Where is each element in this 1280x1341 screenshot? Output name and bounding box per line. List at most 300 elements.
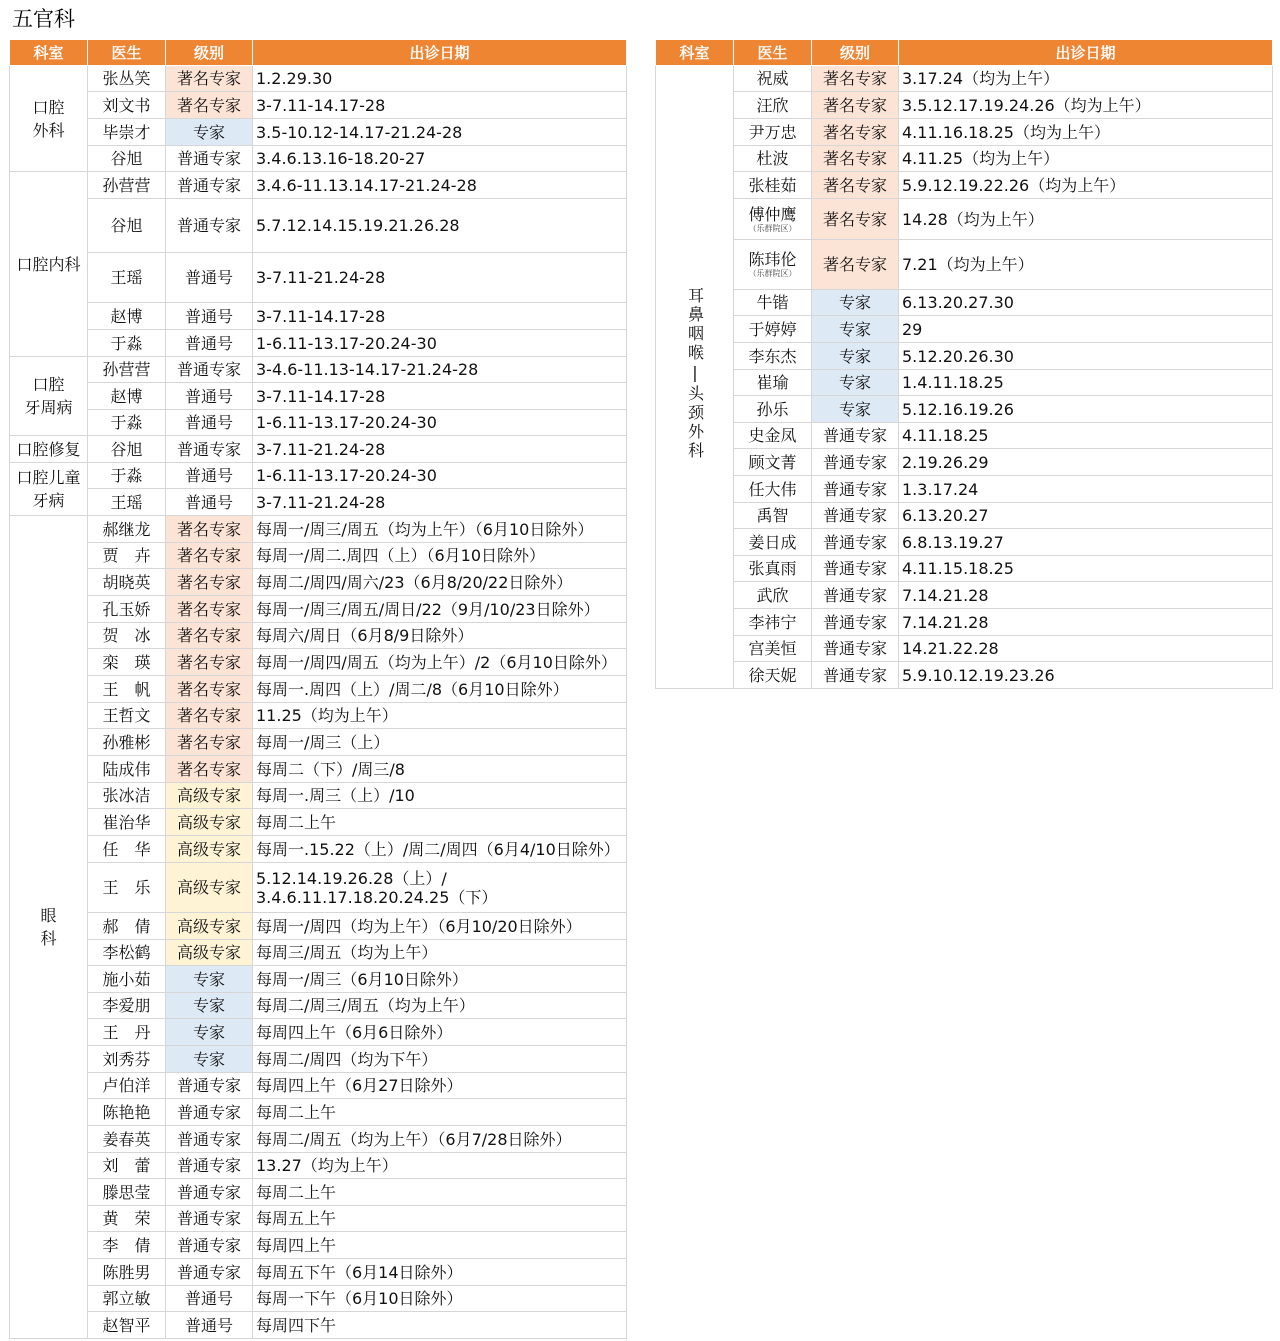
table-row <box>10 543 627 569</box>
doctor-cell <box>88 649 166 676</box>
table-row <box>10 1232 627 1259</box>
dates-cell: 14.21.22.28 <box>899 636 1273 662</box>
table-row <box>10 783 627 809</box>
level-cell: 普通专家 <box>166 1179 253 1206</box>
level-cell: 高级专家 <box>166 836 253 863</box>
level-cell: 专家 <box>166 993 253 1019</box>
level-cell: 著名专家 <box>812 119 899 146</box>
doctor-name: 王瑶 <box>110 268 143 287</box>
level-cell: 高级专家 <box>166 809 253 836</box>
dates-cell: 4.11.15.18.25 <box>899 556 1273 582</box>
table-row <box>10 1073 627 1099</box>
dates-cell: 每周二/周五（均为上午）（6月7/28日除外） <box>253 1126 627 1153</box>
table-row <box>656 503 1273 529</box>
doctor-cell <box>88 1179 166 1206</box>
level-cell: 普通专家 <box>166 436 253 463</box>
dates-cell: 6.8.13.19.27 <box>899 529 1273 556</box>
level-cell: 普通号 <box>166 383 253 410</box>
doctor-cell <box>88 1099 166 1126</box>
doctor-name: 于淼 <box>110 413 143 432</box>
table-row <box>10 649 627 676</box>
dates-cell: 4.11.25（均为上午） <box>899 146 1273 172</box>
table-row <box>10 516 627 543</box>
doctor-cell <box>88 146 166 172</box>
dates-cell: 3.5.12.17.19.24.26（均为上午） <box>899 92 1273 119</box>
department-label: 耳鼻咽喉|头颈外科 <box>685 287 705 461</box>
table-row <box>10 199 627 253</box>
dates-cell: 每周四下午 <box>253 1312 627 1339</box>
doctor-name: 王瑶 <box>110 492 143 512</box>
doctor-name: 胡晓英 <box>102 572 151 592</box>
level-cell: 普通号 <box>166 330 253 357</box>
dates-cell: 1.4.11.18.25 <box>899 370 1273 396</box>
doctor-cell <box>88 1206 166 1232</box>
level-cell: 普通专家 <box>166 1259 253 1286</box>
table-row <box>10 913 627 940</box>
level-cell: 高级专家 <box>166 913 253 940</box>
department-cell <box>10 66 88 172</box>
level-cell: 普通专家 <box>166 1206 253 1232</box>
doctor-name: 姜春英 <box>102 1129 151 1149</box>
dates-cell: 11.25（均为上午） <box>253 703 627 729</box>
doctor-cell <box>88 66 166 92</box>
table-row <box>656 662 1273 689</box>
doctor-cell <box>88 410 166 436</box>
doctor-cell <box>88 383 166 410</box>
doctor-cell <box>734 172 812 199</box>
level-cell: 普通专家 <box>812 636 899 662</box>
level-cell: 普通号 <box>166 1312 253 1339</box>
doctor-name: 徐天妮 <box>748 665 797 685</box>
table-row <box>10 809 627 836</box>
level-cell: 普通号 <box>166 489 253 516</box>
dates-cell: 每周二（下）/周三/8 <box>253 756 627 783</box>
doctor-name: 李祎宁 <box>748 612 797 632</box>
doctor-cell <box>88 1312 166 1339</box>
schedule-table-left <box>9 39 627 1339</box>
doctor-name: 赵博 <box>110 306 143 326</box>
doctor-cell <box>734 146 812 172</box>
doctor-cell <box>88 516 166 543</box>
level-cell: 普通专家 <box>166 357 253 383</box>
table-row <box>10 569 627 596</box>
doctor-cell <box>88 1153 166 1179</box>
dates-cell: 3.5-10.12-14.17-21.24-28 <box>253 119 627 146</box>
doctor-name: 黄 荣 <box>102 1209 151 1228</box>
doctor-name: 姜日成 <box>748 532 797 552</box>
doctor-name: 陈胜男 <box>102 1262 151 1282</box>
level-cell: 高级专家 <box>166 783 253 809</box>
doctor-cell <box>88 92 166 119</box>
doctor-name: 顾文菁 <box>748 452 797 472</box>
table-row <box>10 676 627 703</box>
level-cell: 高级专家 <box>166 863 253 913</box>
doctor-cell <box>734 290 812 316</box>
department-label: 口腔 牙周病 <box>24 375 73 417</box>
dates-cell: 每周一/周三（6月10日除外） <box>253 966 627 993</box>
level-cell: 著名专家 <box>166 516 253 543</box>
doctor-name: 陈艳艳 <box>102 1102 151 1122</box>
campus-note: （乐群院区） <box>748 223 797 233</box>
table-row <box>10 596 627 623</box>
dates-cell: 13.27（均为上午） <box>253 1153 627 1179</box>
doctor-name: 贺 冰 <box>102 626 151 645</box>
doctor-cell <box>88 463 166 489</box>
doctor-name: 王 乐 <box>102 878 151 897</box>
table-row <box>10 253 627 303</box>
dates-cell: 3.4.6-11.13.14.17-21.24-28 <box>253 172 627 199</box>
doctor-cell <box>88 913 166 940</box>
table-row <box>10 330 627 357</box>
doctor-name: 毕崇才 <box>102 122 151 142</box>
header-doctor: 医生 <box>88 40 166 66</box>
table-row <box>656 290 1273 316</box>
doctor-name: 王 帆 <box>102 679 151 699</box>
doctor-name: 张冰洁 <box>102 786 151 805</box>
doctor-name: 孙营营 <box>102 360 151 379</box>
doctor-name: 孙营营 <box>102 175 151 195</box>
doctor-cell <box>734 199 812 240</box>
table-row <box>10 489 627 516</box>
doctor-name: 宫美恒 <box>748 639 797 658</box>
doctor-name: 祝威 <box>756 69 789 88</box>
level-cell: 普通号 <box>166 253 253 303</box>
dates-cell: 6.13.20.27.30 <box>899 290 1273 316</box>
level-cell: 普通专家 <box>812 449 899 476</box>
doctor-cell <box>88 357 166 383</box>
doctor-name: 谷旭 <box>110 439 143 459</box>
level-cell: 普通专家 <box>166 1099 253 1126</box>
doctor-name: 赵博 <box>110 386 143 406</box>
dates-cell: 3-7.11-21.24-28 <box>253 436 627 463</box>
doctor-cell <box>88 756 166 783</box>
level-cell: 著名专家 <box>812 92 899 119</box>
dates-cell: 1-6.11-13.17-20.24-30 <box>253 463 627 489</box>
doctor-cell <box>734 396 812 423</box>
department-label: 口腔 外科 <box>32 97 65 140</box>
table-row <box>656 370 1273 396</box>
doctor-cell <box>88 993 166 1019</box>
level-cell: 普通专家 <box>812 662 899 689</box>
doctor-name: 傅仲鹰 <box>748 204 797 224</box>
dates-cell: 14.28（均为上午） <box>899 199 1273 240</box>
table-row <box>656 529 1273 556</box>
dates-cell: 3.17.24（均为上午） <box>899 66 1273 92</box>
doctor-name: 汪欣 <box>756 95 789 115</box>
department-label: 口腔内科 <box>16 254 81 274</box>
doctor-name: 李东杰 <box>748 346 797 366</box>
level-cell: 普通专家 <box>812 423 899 449</box>
level-cell: 高级专家 <box>166 940 253 966</box>
dates-cell: 7.14.21.28 <box>899 609 1273 636</box>
table-row <box>10 303 627 330</box>
department-label: 口腔儿童 牙病 <box>16 468 81 510</box>
level-cell: 专家 <box>166 1019 253 1046</box>
header-dept: 科室 <box>10 40 88 66</box>
doctor-cell <box>88 623 166 649</box>
doctor-name: 郭立敏 <box>102 1289 151 1308</box>
campus-note: （乐群院区） <box>748 269 797 278</box>
level-cell: 著名专家 <box>166 66 253 92</box>
level-cell: 普通专家 <box>166 1126 253 1153</box>
doctor-name: 陆成伟 <box>102 759 151 779</box>
level-cell: 普通号 <box>166 303 253 330</box>
dates-cell: 5.9.10.12.19.23.26 <box>899 662 1273 689</box>
doctor-name: 禹智 <box>756 506 789 525</box>
doctor-cell <box>88 836 166 863</box>
level-cell: 专家 <box>812 290 899 316</box>
doctor-name: 栾 瑛 <box>102 652 151 672</box>
level-cell: 著名专家 <box>166 569 253 596</box>
dates-cell: 每周二/周四/周六/23（6月8/20/22日除外） <box>253 569 627 596</box>
doctor-cell <box>734 66 812 92</box>
dates-cell: 5.9.12.19.22.26（均为上午） <box>899 172 1273 199</box>
level-cell: 著名专家 <box>166 729 253 756</box>
doctor-cell <box>88 1126 166 1153</box>
table-row <box>10 1046 627 1073</box>
doctor-cell <box>734 119 812 146</box>
level-cell: 著名专家 <box>166 623 253 649</box>
level-cell: 著名专家 <box>166 703 253 729</box>
level-cell: 普通专家 <box>166 199 253 253</box>
table-row <box>10 966 627 993</box>
level-cell: 著名专家 <box>166 649 253 676</box>
doctor-cell <box>88 729 166 756</box>
doctor-cell <box>88 489 166 516</box>
dates-cell: 6.13.20.27 <box>899 503 1273 529</box>
table-row <box>10 1259 627 1286</box>
table-row <box>10 119 627 146</box>
dates-cell: 每周一/周三/周五/周日/22（9月/10/23日除外） <box>253 596 627 623</box>
doctor-name: 孙雅彬 <box>102 732 151 752</box>
table-row <box>656 146 1273 172</box>
dates-cell: 7.21（均为上午） <box>899 240 1273 290</box>
doctor-name: 牛锴 <box>756 293 789 312</box>
dates-cell: 5.12.14.19.26.28（上）/ 3.4.6.11.17.18.20.24.25（下） <box>253 863 627 913</box>
doctor-name: 李爱朋 <box>102 996 151 1015</box>
doctor-name: 于淼 <box>110 333 143 353</box>
level-cell: 专家 <box>166 1046 253 1073</box>
level-cell: 著名专家 <box>812 172 899 199</box>
doctor-cell <box>88 543 166 569</box>
table-row <box>656 636 1273 662</box>
dates-cell: 每周二/周三/周五（均为上午） <box>253 993 627 1019</box>
doctor-cell <box>88 1286 166 1312</box>
level-cell: 专家 <box>812 370 899 396</box>
doctor-name: 陈玮伦 <box>748 250 797 269</box>
table-row <box>656 423 1273 449</box>
dates-cell: 1-6.11-13.17-20.24-30 <box>253 410 627 436</box>
doctor-name: 孔玉娇 <box>102 599 151 619</box>
schedule-table-right <box>655 39 1273 689</box>
dates-cell: 3-7.11-14.17-28 <box>253 92 627 119</box>
level-cell: 著名专家 <box>812 66 899 92</box>
dates-cell: 每周一/周三（上） <box>253 729 627 756</box>
table-row <box>10 383 627 410</box>
table-row <box>656 119 1273 146</box>
dates-cell: 1-6.11-13.17-20.24-30 <box>253 330 627 357</box>
dates-cell: 每周一/周二.周四（上）（6月10日除外） <box>253 543 627 569</box>
doctor-name: 谷旭 <box>110 149 143 168</box>
table-row <box>10 66 627 92</box>
level-cell: 著名专家 <box>812 199 899 240</box>
table-row <box>10 1312 627 1339</box>
level-cell: 著名专家 <box>812 240 899 290</box>
level-cell: 普通专家 <box>166 1073 253 1099</box>
level-cell: 专家 <box>812 396 899 423</box>
department-label: 眼 科 <box>40 906 57 948</box>
level-cell: 普通专家 <box>812 503 899 529</box>
doctor-name: 郝继龙 <box>102 519 151 539</box>
dates-cell: 5.12.20.26.30 <box>899 343 1273 370</box>
doctor-cell <box>88 1046 166 1073</box>
table-header-row <box>656 40 1273 66</box>
doctor-cell <box>734 609 812 636</box>
doctor-name: 刘文书 <box>102 95 151 115</box>
table-row <box>10 863 627 913</box>
doctor-cell <box>734 529 812 556</box>
level-cell: 专家 <box>166 119 253 146</box>
department-label: 口腔修复 <box>16 439 81 459</box>
doctor-name: 刘 蕾 <box>102 1156 151 1175</box>
doctor-cell <box>734 240 812 290</box>
table-row <box>656 396 1273 423</box>
table-row <box>656 556 1273 582</box>
doctor-name: 尹万忠 <box>748 122 797 142</box>
doctor-cell <box>88 809 166 836</box>
doctor-cell <box>88 303 166 330</box>
doctor-name: 杜波 <box>756 149 789 168</box>
dates-cell: 3-7.11-14.17-28 <box>253 303 627 330</box>
doctor-cell <box>88 436 166 463</box>
table-row <box>10 756 627 783</box>
dates-cell: 每周二上午 <box>253 1099 627 1126</box>
table-row <box>10 1099 627 1126</box>
dates-cell: 每周一/周四/周五（均为上午）/2（6月10日除外） <box>253 649 627 676</box>
doctor-cell <box>734 556 812 582</box>
dates-cell: 7.14.21.28 <box>899 582 1273 609</box>
doctor-cell <box>88 676 166 703</box>
header-doctor: 医生 <box>734 40 812 66</box>
table-row <box>10 703 627 729</box>
doctor-name: 赵智平 <box>102 1315 151 1335</box>
doctor-cell <box>88 1073 166 1099</box>
header-dates: 出诊日期 <box>253 40 627 66</box>
table-row <box>10 940 627 966</box>
dates-cell: 每周一.周三（上）/10 <box>253 783 627 809</box>
table-row <box>10 623 627 649</box>
dates-cell: 每周一.周四（上）/周二/8（6月10日除外） <box>253 676 627 703</box>
doctor-name: 任大伟 <box>748 479 797 499</box>
level-cell: 专家 <box>812 343 899 370</box>
department-cell <box>10 463 88 516</box>
doctor-cell <box>88 863 166 913</box>
doctor-cell <box>88 966 166 993</box>
dates-cell: 4.11.18.25 <box>899 423 1273 449</box>
page-title: 五官科 <box>12 7 75 31</box>
level-cell: 著名专家 <box>166 676 253 703</box>
doctor-name: 孙乐 <box>756 399 789 419</box>
dates-cell: 每周一.15.22（上）/周二/周四（6月4/10日除外） <box>253 836 627 863</box>
level-cell: 著名专家 <box>812 146 899 172</box>
doctor-cell <box>88 199 166 253</box>
table-row <box>656 609 1273 636</box>
dates-cell: 5.12.16.19.26 <box>899 396 1273 423</box>
doctor-name: 郝 倩 <box>102 916 151 936</box>
table-row <box>10 1286 627 1312</box>
header-level: 级别 <box>166 40 253 66</box>
level-cell: 普通号 <box>166 1286 253 1312</box>
doctor-cell <box>734 476 812 503</box>
doctor-cell <box>88 596 166 623</box>
level-cell: 普通专家 <box>812 529 899 556</box>
doctor-name: 于婷婷 <box>748 319 797 339</box>
dates-cell: 3.4.6.13.16-18.20-27 <box>253 146 627 172</box>
doctor-cell <box>88 569 166 596</box>
doctor-name: 史金凤 <box>748 426 797 445</box>
level-cell: 普通号 <box>166 463 253 489</box>
dates-cell: 每周二上午 <box>253 809 627 836</box>
dates-cell: 29 <box>899 316 1273 343</box>
table-row <box>10 993 627 1019</box>
doctor-name: 刘秀芬 <box>102 1049 151 1069</box>
dates-cell: 每周五上午 <box>253 1206 627 1232</box>
doctor-name: 崔治华 <box>102 812 151 832</box>
dates-cell: 每周六/周日（6月8/9日除外） <box>253 623 627 649</box>
dates-cell: 每周四上午 <box>253 1232 627 1259</box>
level-cell: 普通号 <box>166 410 253 436</box>
dates-cell: 每周一下午（6月10日除外） <box>253 1286 627 1312</box>
doctor-cell <box>734 582 812 609</box>
doctor-name: 王 丹 <box>102 1022 151 1042</box>
table-row <box>656 240 1273 290</box>
department-cell <box>656 66 734 689</box>
department-cell <box>10 172 88 357</box>
table-row <box>10 836 627 863</box>
doctor-cell <box>88 119 166 146</box>
table-row <box>10 357 627 383</box>
doctor-cell <box>88 783 166 809</box>
table-row <box>656 172 1273 199</box>
level-cell: 普通专家 <box>812 556 899 582</box>
dates-cell: 每周二/周四（均为下午） <box>253 1046 627 1073</box>
level-cell: 普通专家 <box>166 172 253 199</box>
level-cell: 专家 <box>166 966 253 993</box>
dates-cell: 每周一/周四（均为上午）（6月10/20日除外） <box>253 913 627 940</box>
doctor-cell <box>734 343 812 370</box>
doctor-cell <box>88 172 166 199</box>
dates-cell: 3-4.6-11.13-14.17-21.24-28 <box>253 357 627 383</box>
table-row <box>10 463 627 489</box>
level-cell: 著名专家 <box>166 92 253 119</box>
doctor-cell <box>88 703 166 729</box>
level-cell: 普通专家 <box>166 1153 253 1179</box>
dates-cell: 每周一/周三/周五（均为上午）（6月10日除外） <box>253 516 627 543</box>
doctor-cell <box>88 1259 166 1286</box>
table-row <box>10 436 627 463</box>
doctor-name: 崔瑜 <box>756 373 789 392</box>
table-row <box>656 449 1273 476</box>
table-row <box>10 1126 627 1153</box>
doctor-cell <box>88 940 166 966</box>
doctor-name: 李松鹤 <box>102 943 151 962</box>
dates-cell: 2.19.26.29 <box>899 449 1273 476</box>
table-row <box>656 199 1273 240</box>
dates-cell: 1.2.29.30 <box>253 66 627 92</box>
department-cell <box>10 357 88 436</box>
doctor-cell <box>734 316 812 343</box>
doctor-name: 武欣 <box>756 585 789 605</box>
